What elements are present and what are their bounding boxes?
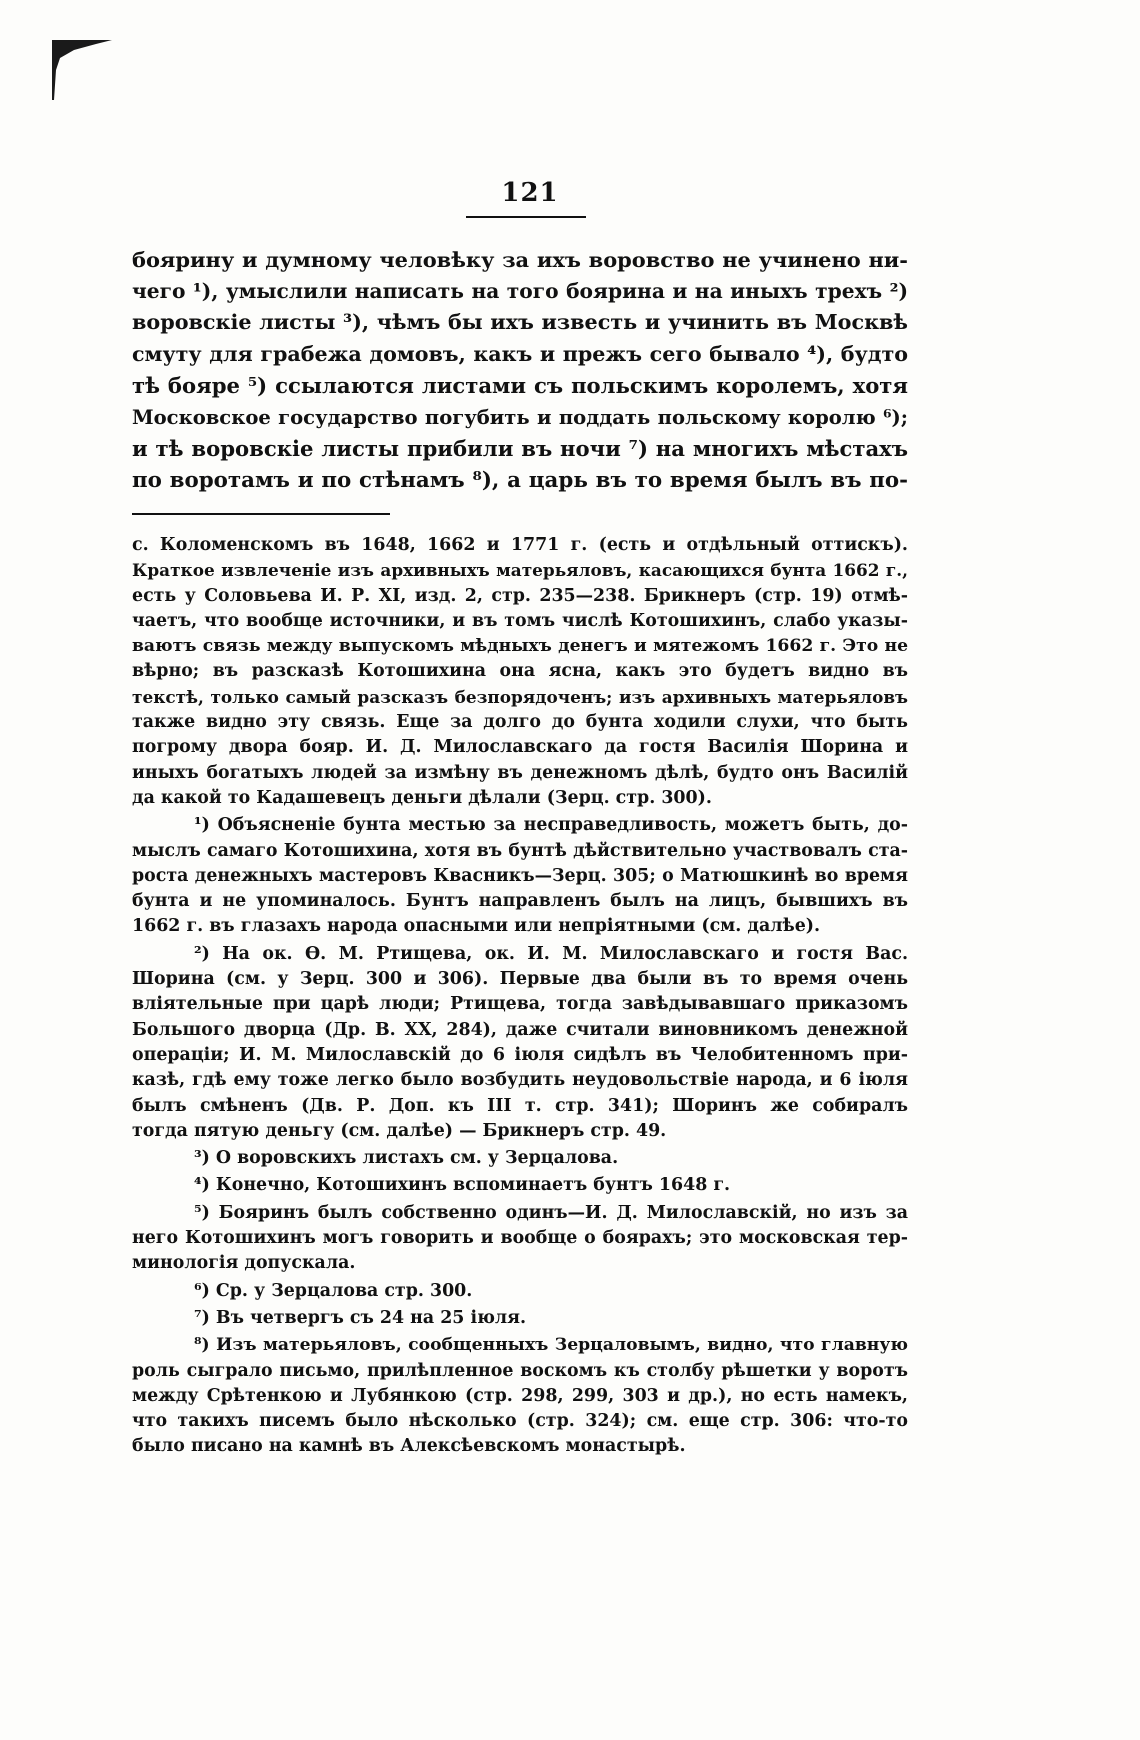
footnote-line: бунта и не упоминалось. Бунтъ направленъ былъ на лицъ, бывшихъ въ [132,891,908,912]
footnote-3 [132,1146,908,1171]
main-text-line: чего ¹), умыслили написать на того боярина и на иныхъ трехъ ²) [132,278,908,303]
footnote-line: Большого дворца (Др. В. XX, 284), даже считали виновникомъ денежной [132,1019,908,1040]
footnote-line: ⁷) Въ четвергъ съ 24 на 25 іюля. [194,1307,527,1328]
footnote-2 [132,942,908,1144]
page-number-rule [466,216,586,218]
footnote-line: мыслъ самаго Котошихина, хотя въ бунтѣ дѣйствительно участвовалъ ста- [132,840,908,861]
footnote-line: Краткое извлеченіе изъ архивныхъ матерьяловъ, касающихся бунта 1662 г., [132,560,908,581]
footnote-line: было писано на камнѣ въ Алексѣевскомъ монастырѣ. [132,1436,686,1457]
footnote-line: также видно эту связь. Еще за долго до бунта ходили слухи, что быть [132,712,908,733]
footnote-line: ⁵) Бояринъ былъ собственно одинъ—И. Д. Милославскій, но изъ за [194,1202,908,1223]
footnote-continued [132,533,908,811]
footnote-line: есть у Соловьева И. Р. XI, изд. 2, стр. 235—238. Брикнеръ (стр. 19) отмѣ- [132,585,908,606]
footnote-line: ³) О воровскихъ листахъ см. у Зерцалова. [194,1148,619,1169]
footnote-line: между Срѣтенкою и Лубянкою (стр. 298, 299, 303 и др.), но есть намекъ, [132,1385,908,1406]
main-text-line: тѣ бояре ⁵) ссылаются листами съ польскимъ королемъ, хотя [132,373,908,398]
footnote-line: 1662 г. въ глазахъ народа опасными или непріятными (см. далѣе). [132,916,821,937]
main-text-line: Московское государство погубить и поддать польскому королю ⁶); [132,405,908,429]
footnote-line: да какой то Кадашевецъ деньги дѣлали (Зерц. стр. 300). [132,787,712,808]
footnote-4 [132,1173,908,1198]
footnote-line: ²) На ок. Ѳ. М. Ртищева, ок. И. М. Милославскаго и гостя Вас. [194,943,908,964]
footnote-7 [132,1306,908,1331]
footnote-5 [132,1201,908,1277]
footnote-separator [132,513,390,515]
footnote-line: роста денежныхъ мастеровъ Квасникъ—Зерц. 305; о Матюшкинѣ во время [132,865,908,886]
footnote-line: ⁸) Изъ матерьяловъ, сообщенныхъ Зерцаловымъ, видно, что главную [194,1335,908,1356]
footnote-line: ваютъ связь между выпускомъ мѣдныхъ денегъ и мятежомъ 1662 г. Это не [132,636,908,657]
footnotes [132,533,908,1462]
footnote-line: былъ смѣненъ (Дв. Р. Доп. къ III т. стр. 341); Шоринъ же собиралъ [132,1095,908,1116]
main-text [132,244,908,496]
footnote-line: казѣ, гдѣ ему тоже легко было возбудить неудовольствіе народа, и 6 іюля [132,1070,908,1091]
footnote-line: иныхъ богатыхъ людей за измѣну въ денежномъ дѣлѣ, будто онъ Василій [132,762,908,783]
scan-corner-mark [52,40,142,100]
footnote-line: ⁶) Ср. у Зерцалова стр. 300. [194,1280,473,1301]
main-text-line: и тѣ воровскіе листы прибили въ ночи ⁷) на многихъ мѣстахъ [132,436,908,461]
page-number: 121 [501,178,559,208]
main-text-line: воровскіе листы ³), чѣмъ бы ихъ известь и учинить въ Москвѣ [132,310,908,334]
footnote-line: ⁴) Конечно, Котошихинъ вспоминаетъ бунтъ 1648 г. [194,1175,731,1196]
footnote-line: чаетъ, что вообще источники, и въ томъ числѣ Котошихинъ, слабо указы- [132,610,908,631]
footnote-line: операціи; И. М. Милославскій до 6 іюля сидѣлъ въ Челобитенномъ при- [132,1044,908,1065]
footnote-line: тогда пятую деньгу (см. далѣе) — Брикнеръ стр. 49. [132,1120,667,1141]
main-text-line: смуту для грабежа домовъ, какъ и прежъ сего бывало ⁴), будто [132,341,908,366]
main-text-line: боярину и думному человѣку за ихъ воровство не учинено ни- [132,247,908,272]
footnote-line: минологія допускала. [132,1253,356,1274]
footnote-line: с. Коломенскомъ въ 1648, 1662 и 1771 г. (есть и отдѣльный оттискъ). [132,535,908,555]
footnote-line: что такихъ писемъ было нѣсколько (стр. 324); см. еще стр. 306: что-то [132,1411,908,1432]
footnote-line: текстѣ, только самый разсказъ безпорядоченъ; изъ архивныхъ матерьяловъ [132,686,908,707]
footnote-8 [132,1333,908,1459]
footnote-1 [132,813,908,939]
footnote-line: погрому двора бояр. И. Д. Милославскаго да гостя Василія Шорина и [132,737,908,758]
footnote-6 [132,1279,908,1304]
footnote-line: него Котошихинъ могъ говорить и вообще о боярахъ; это московская тер- [132,1228,908,1249]
footnote-line: Шорина (см. у Зерц. 300 и 306). Первые два были въ то время очень [132,969,908,990]
footnote-line: роль сыграло письмо, прилѣпленное воскомъ къ столбу рѣшетки у воротъ [132,1360,908,1381]
footnote-line: ¹) Объясненіе бунта местью за несправедливость, можетъ быть, до- [194,815,908,836]
main-text-line: по воротамъ и по стѣнамъ ⁸), а царь въ то время былъ въ по- [132,467,908,493]
footnote-line: вліятельные при царѣ люди; Ртищева, тогда завѣдывавшаго приказомъ [132,994,908,1015]
footnote-line: вѣрно; въ разсказѣ Котошихина она ясна, какъ это будетъ видно въ [132,661,908,682]
